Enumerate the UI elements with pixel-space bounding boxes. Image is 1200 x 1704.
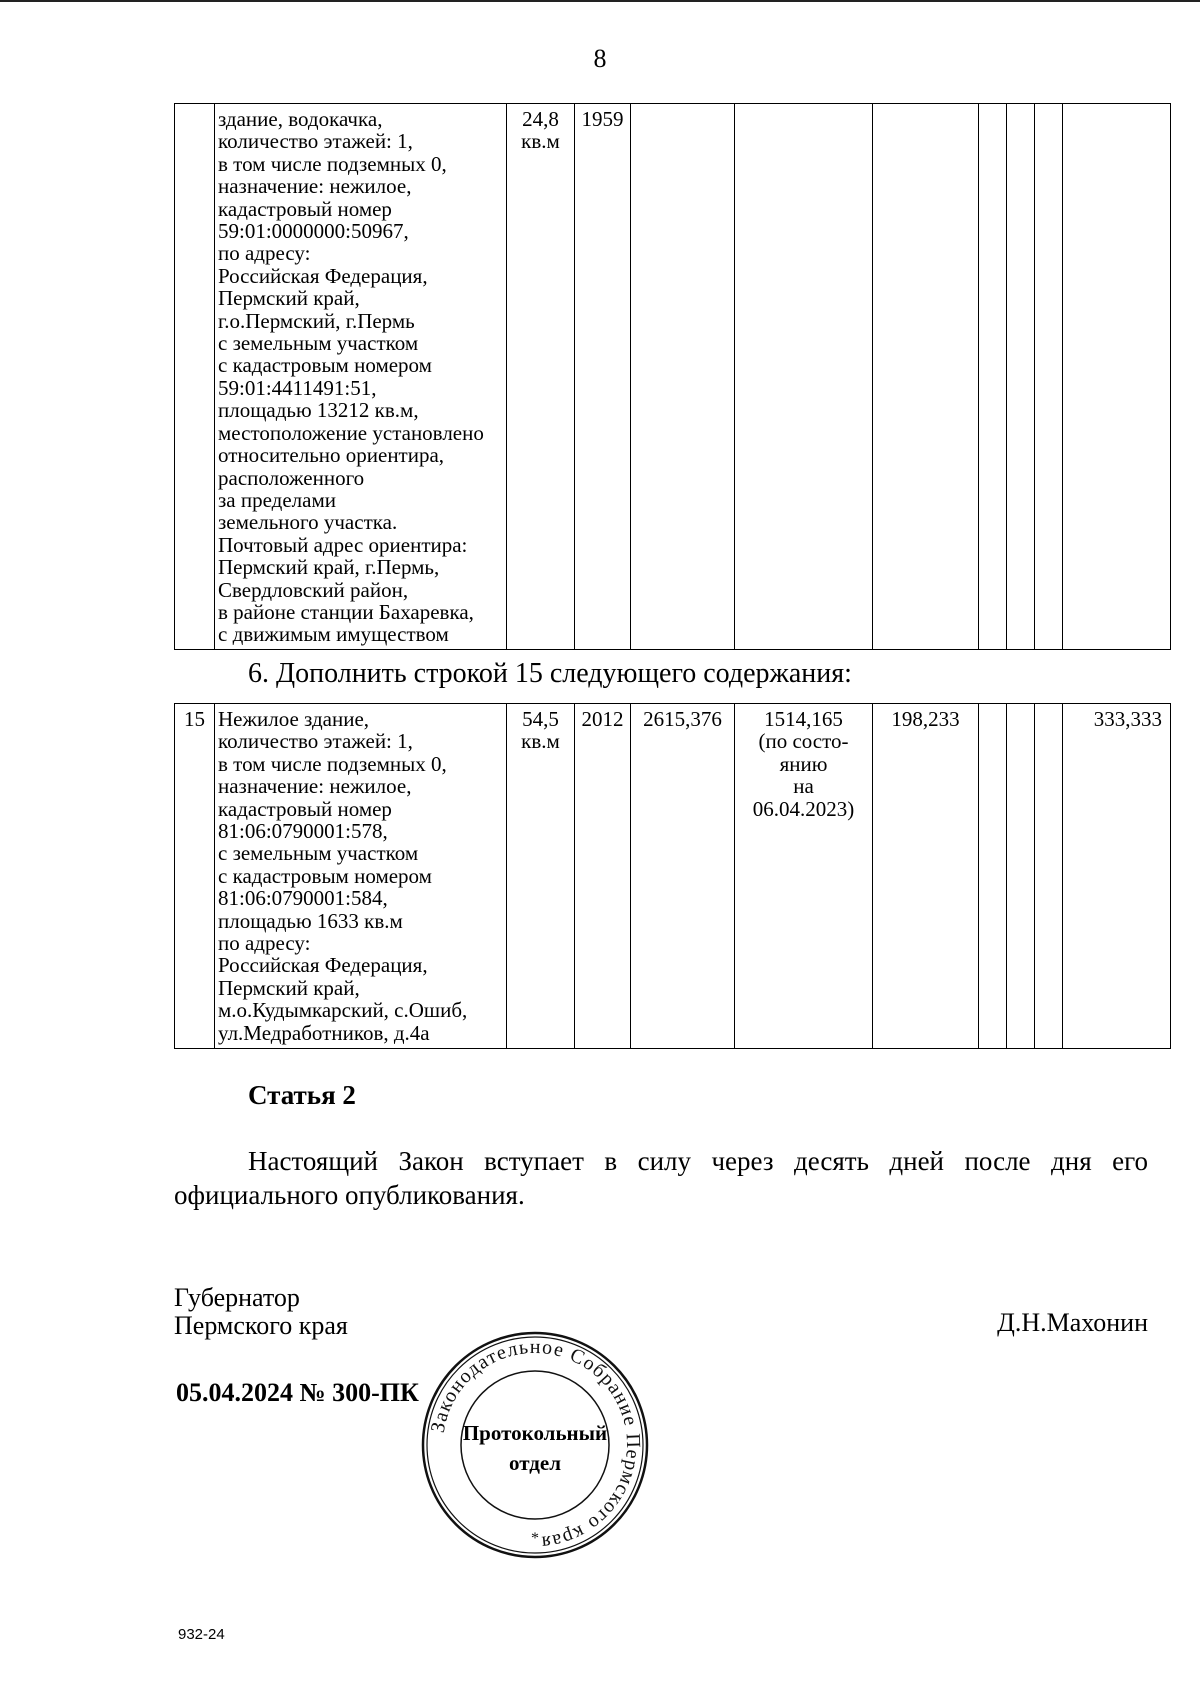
- cell-value-1: [631, 104, 735, 650]
- article-heading: Статья 2: [248, 1080, 356, 1110]
- cell-description: здание, водокачка, количество этажей: 1, в том числе подземных 0, назначение: нежилое, кадастровый номер 59:01:0000000:50967, по адресу: Российская Федерация, Пермский край, г.о.Пермский, г.Пермь с земельным участком с кадастровым номером 59:01:4411491:51, площадью 13212 кв.м, местоположение установлено относительно ориентира, расположенного за пределами земельного участка. Почтовый адрес ориентира: Пермский край, г.Пермь, Свердловский район, в районе станции Бахаревка, с движимым имуществом: [215, 104, 507, 650]
- cell-value-2: [735, 104, 873, 650]
- stamp-center-text: Протокольный отдел: [462, 1421, 608, 1475]
- cell-number: 15: [175, 704, 215, 1049]
- cell-year: 1959: [575, 104, 631, 650]
- cell-area: 54,5 кв.м: [507, 704, 575, 1049]
- top-border-line: [0, 0, 1200, 2]
- article-paragraph: Настоящий Закон вступает в силу через десять дней после дня его официального опубликования.: [174, 1146, 1148, 1210]
- cell-year: 2012: [575, 704, 631, 1049]
- cell-value-3: [873, 104, 979, 650]
- cell-value-6: [1035, 704, 1063, 1049]
- cell-value-4: [979, 704, 1007, 1049]
- law-date-number: 05.04.2024 № 300-ПК: [176, 1378, 419, 1407]
- table-row: [175, 104, 1171, 650]
- cell-value-1: 2615,376: [631, 704, 735, 1049]
- cell-value-2: 1514,165 (по состо- янию на 06.04.2023): [735, 704, 873, 1049]
- cell-value-7: 333,333: [1063, 704, 1171, 1049]
- cell-value-5: [1007, 104, 1035, 650]
- instruction-text: 6. Дополнить строкой 15 следующего содержания:: [248, 658, 852, 689]
- cell-description: Нежилое здание, количество этажей: 1, в том числе подземных 0, назначение: нежилое, кадастровый номер 81:06:0790001:578, с земельным участком с кадастровым номером 81:06:0790001:584, площадью 1633 кв.м по адресу: Российская Федерация, Пермский край, м.о.Кудымкарский, с.Ошиб, ул.Медработников, д.4а: [215, 704, 507, 1049]
- stamp-star: *: [531, 1530, 539, 1547]
- cell-area: 24,8 кв.м: [507, 104, 575, 650]
- official-stamp: [420, 1330, 650, 1560]
- cell-value-4: [979, 104, 1007, 650]
- cell-value-7: [1063, 104, 1171, 650]
- table-row: [175, 704, 1171, 1049]
- stamp-ring-text: Законодательное Собрание Пермского края: [426, 1335, 645, 1554]
- cell-value-5: [1007, 704, 1035, 1049]
- cell-number: [175, 104, 215, 650]
- signatory-name: Д.Н.Махонин: [997, 1308, 1148, 1337]
- signatory-title: Губернатор Пермского края: [174, 1283, 348, 1340]
- property-table-continued: [174, 103, 1171, 650]
- cell-value-6: [1035, 104, 1063, 650]
- property-table-new-row: [174, 703, 1171, 1049]
- footer-code: 932-24: [178, 1626, 225, 1643]
- cell-value-3: 198,233: [873, 704, 979, 1049]
- page-number: 8: [593, 44, 607, 73]
